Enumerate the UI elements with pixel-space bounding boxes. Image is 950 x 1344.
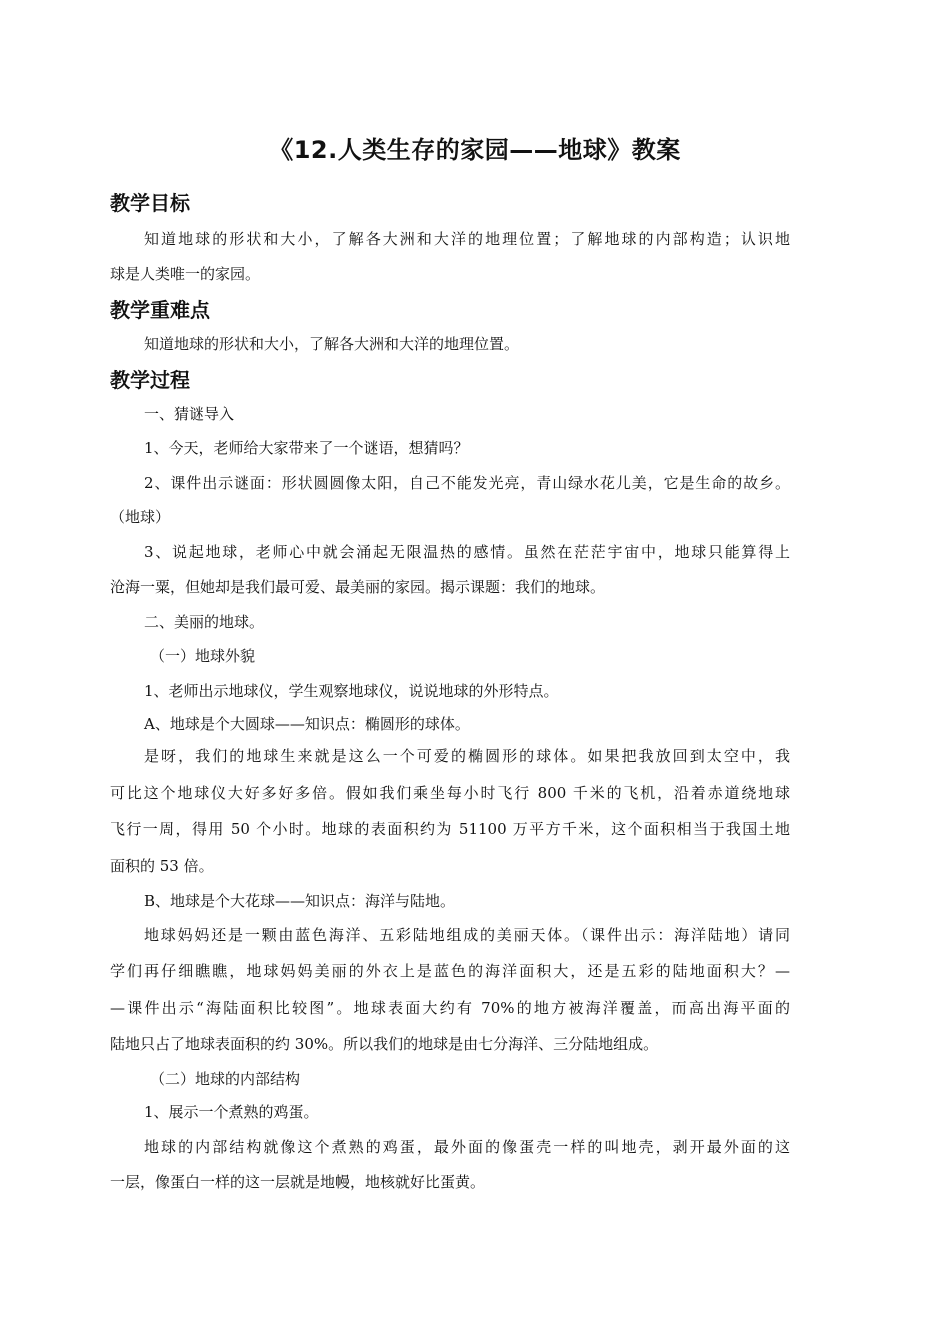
paragraph-line: 地球妈妈还是一颗由蓝色海洋、五彩陆地组成的美丽天体。（课件出示：海洋陆地）请同 xyxy=(144,926,790,944)
paragraph-line: （二）地球的内部结构 xyxy=(150,1070,301,1088)
paragraph-line: 陆地只占了地球表面积的约 30%。所以我们的地球是由七分海洋、三分陆地组成。 xyxy=(110,1035,659,1053)
paragraph-line: 知道地球的形状和大小，了解各大洲和大洋的地理位置。 xyxy=(144,335,520,353)
document-title: 《12.人类生存的家园——地球》教案 xyxy=(269,136,681,164)
section-heading-goals: 教学目标 xyxy=(110,191,190,215)
paragraph-line: 是呀，我们的地球生来就是这么一个可爱的椭圆形的球体。如果把我放回到太空中，我 xyxy=(144,747,790,765)
paragraph-line: B、地球是个大花球——知识点：海洋与陆地。 xyxy=(144,892,456,910)
section-heading-key-points: 教学重难点 xyxy=(110,298,210,322)
paragraph-line: 沧海一粟，但她却是我们最可爱、最美丽的家园。揭示课题：我们的地球。 xyxy=(110,578,606,596)
paragraph-line: —课件出示“海陆面积比较图”。地球表面大约有 70%的地方被海洋覆盖，而高出海平面的 xyxy=(110,999,790,1017)
paragraph-line: 1、老师出示地球仪，学生观察地球仪，说说地球的外形特点。 xyxy=(144,682,559,700)
paragraph-line: 地球的内部结构就像这个煮熟的鸡蛋，最外面的像蛋壳一样的叫地壳，剥开最外面的这 xyxy=(144,1138,790,1156)
section-heading-process: 教学过程 xyxy=(110,368,190,392)
paragraph-line: 一、猜谜导入 xyxy=(144,405,235,423)
paragraph-line: 一层，像蛋白一样的这一层就是地幔，地核就好比蛋黄。 xyxy=(110,1173,486,1191)
paragraph-line: 球是人类唯一的家园。 xyxy=(110,265,261,283)
paragraph-line: 1、今天，老师给大家带来了一个谜语，想猜吗？ xyxy=(144,439,469,457)
paragraph-line: 知道地球的形状和大小，了解各大洲和大洋的地理位置；了解地球的内部构造；认识地 xyxy=(144,230,790,248)
paragraph-line: 1、展示一个煮熟的鸡蛋。 xyxy=(144,1103,319,1121)
paragraph-line: 二、美丽的地球。 xyxy=(144,613,265,631)
paragraph-line: 3、说起地球，老师心中就会涌起无限温热的感情。虽然在茫茫宇宙中，地球只能算得上 xyxy=(144,543,790,561)
paragraph-line: 面积的 53 倍。 xyxy=(110,857,214,875)
paragraph-line: （地球） xyxy=(110,508,171,526)
paragraph-line: 学们再仔细瞧瞧，地球妈妈美丽的外衣上是蓝色的海洋面积大，还是五彩的陆地面积大？— xyxy=(110,962,790,980)
paragraph-line: A、地球是个大圆球——知识点：椭圆形的球体。 xyxy=(144,715,470,733)
paragraph-line: 2、课件出示谜面：形状圆圆像太阳，自己不能发光亮，青山绿水花儿美，它是生命的故乡。 xyxy=(144,474,790,492)
paragraph-line: 可比这个地球仪大好多好多倍。假如我们乘坐每小时飞行 800 千米的飞机，沿着赤道绕地球 xyxy=(110,784,790,802)
paragraph-line: 飞行一周，得用 50 个小时。地球的表面积约为 51100 万平方千米，这个面积相当于我国土地 xyxy=(110,820,790,838)
paragraph-line: （一）地球外貌 xyxy=(150,647,256,665)
